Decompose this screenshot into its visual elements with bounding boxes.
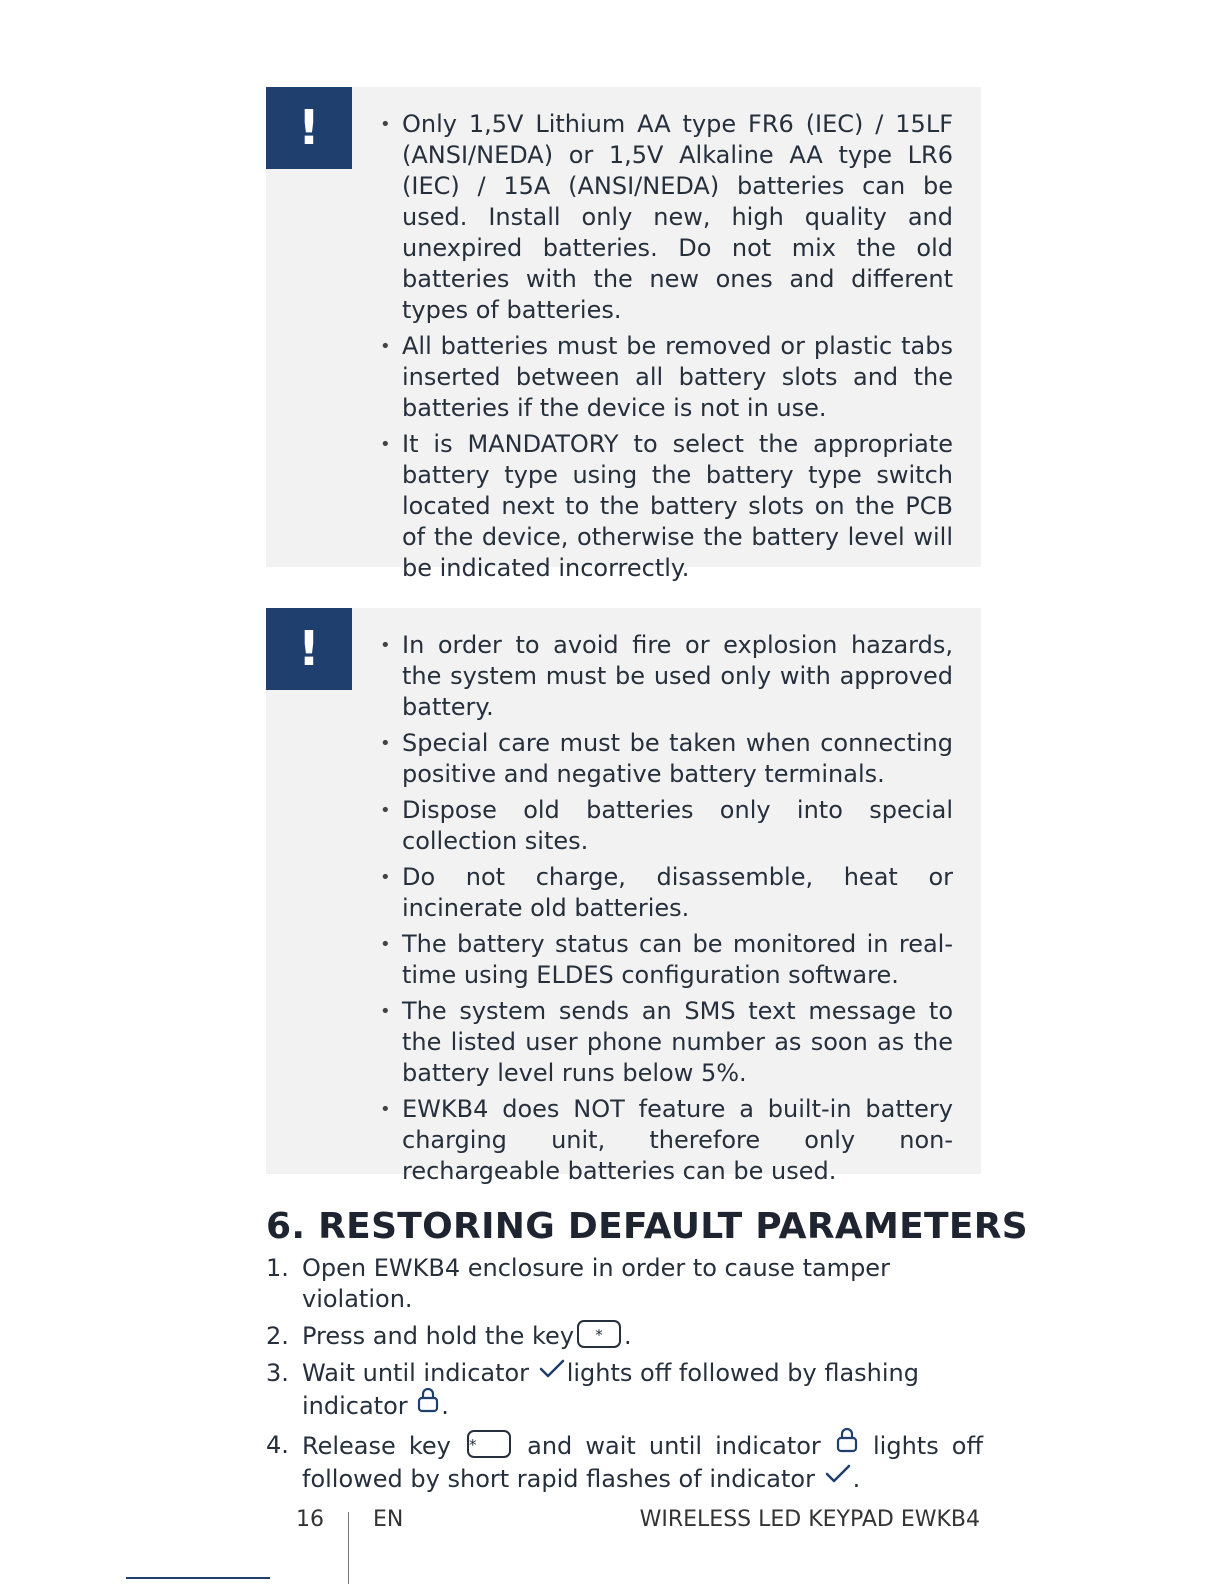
- step-text: Wait until indicator: [302, 1359, 530, 1387]
- warning-box-1: [266, 87, 981, 582]
- list-item: • It is MANDATORY to select the appropriate battery type using the battery type switch located next to the battery slots on the PCB of the device, otherwise the battery level will be indicated incorrectly.: [380, 429, 953, 584]
- step-text: Press and hold the key: [302, 1322, 575, 1350]
- list-item: • Dispose old batteries only into special collection sites.: [380, 795, 953, 857]
- step-text: .: [624, 1322, 632, 1350]
- asterisk-key-icon: *: [467, 1430, 511, 1458]
- lock-icon: [417, 1387, 439, 1421]
- step-number: 3.: [266, 1359, 289, 1387]
- step-item: [266, 1253, 983, 1315]
- document-title: WIRELESS LED KEYPAD EWKB4: [639, 1507, 980, 1532]
- section-title: 6. RESTORING DEFAULT PARAMETERS: [266, 1206, 1029, 1247]
- step-text: Release key: [302, 1431, 451, 1460]
- step-text: and wait until indicator: [527, 1431, 821, 1460]
- list-item: • In order to avoid fire or explosion hazards, the system must be used only with approved battery.: [380, 630, 953, 723]
- list-item: • EWKB4 does NOT feature a built-in battery charging unit, therefore only non-rechargeable batteries can be used.: [380, 1094, 953, 1187]
- warning-list-2: [380, 630, 953, 1192]
- page-number: 16: [296, 1507, 324, 1532]
- checkmark-icon: [825, 1461, 851, 1492]
- warning-box-2: [266, 608, 981, 1185]
- step-item: [266, 1358, 983, 1424]
- step-number: 1.: [266, 1254, 289, 1282]
- list-item: • Do not charge, disassemble, heat or incinerate old batteries.: [380, 862, 953, 924]
- exclamation-icon: !: [266, 87, 352, 169]
- list-item: • The system sends an SMS text message to the listed user phone number as soon as the battery level runs below 5%.: [380, 996, 953, 1089]
- footer-divider: [348, 1512, 349, 1584]
- step-text: .: [852, 1464, 861, 1493]
- list-item: • Special care must be taken when connecting positive and negative battery terminals.: [380, 728, 953, 790]
- list-item: • All batteries must be removed or plastic tabs inserted between all battery slots and the batteries if the device is not in use.: [380, 331, 953, 424]
- footer-accent-line: [126, 1577, 270, 1579]
- asterisk-key-icon: *: [577, 1320, 621, 1348]
- warning-list-1: [380, 109, 953, 589]
- list-item: • Only 1,5V Lithium AA type FR6 (IEC) / 15LF (ANSI/NEDA) or 1,5V Alkaline AA type LR6 (IEC) / 15A (ANSI/NEDA) batteries can be used. Install only new, high quality and unexpired batteries. Do not mix the old batteries with the new ones and different types of batteries.: [380, 109, 953, 326]
- exclamation-icon: !: [266, 608, 352, 690]
- list-item: • The battery status can be monitored in real-time using ELDES configuration software.: [380, 929, 953, 991]
- language-label: EN: [373, 1507, 404, 1532]
- step-number: 4.: [266, 1430, 289, 1459]
- lock-icon: [836, 1427, 858, 1461]
- step-text: lights off followed by flashing indicator: [302, 1359, 920, 1420]
- step-item: [266, 1321, 983, 1352]
- checkmark-icon: [539, 1356, 565, 1387]
- step-text: .: [441, 1391, 449, 1420]
- restore-steps: [266, 1253, 983, 1501]
- step-text: Open EWKB4 enclosure in order to cause tamper violation.: [302, 1254, 890, 1313]
- step-item: [266, 1430, 983, 1496]
- step-number: 2.: [266, 1322, 289, 1350]
- step-text: lights off followed by short rapid flashes of indicator: [302, 1431, 984, 1493]
